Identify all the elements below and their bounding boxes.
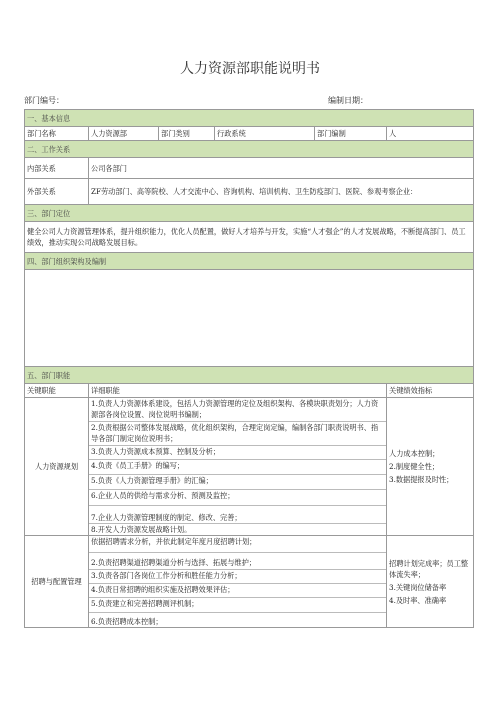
detail-item: 8.开发人力资源发展战略计划。 [91,525,192,534]
detail-item: 3.负责各部门各岗位工作分析和胜任能力分析； [89,570,386,584]
internal-relation-label: 内部关系 [25,158,89,179]
functions-header-row [25,384,474,398]
positioning-row [25,222,474,253]
section-title: 一、基本信息 [25,110,474,127]
detail-item: 5.负责建立和完善招聘测评机制； [89,598,386,613]
kpi-item: 3.数据提报及时性； [389,475,454,484]
key-function-recruitment: 招聘与配置管理 [25,536,89,628]
detail-item: 4.负责日常招聘的组织实施及招聘效果评估； [89,584,386,598]
kpi-item: 人力成本控制； [389,449,440,458]
detail-list-planning [89,398,387,536]
external-relation-value: ZF劳动部门、高等院校、人才交流中心、咨询机构、培训机构、卫生防疫部门、医院、参观考察企业： [89,179,474,205]
detail-list-recruitment [89,536,387,628]
org-structure-blank [25,270,474,367]
detail-item: 6.负责招聘成本控制； [91,617,163,626]
kpi-list-recruitment [387,536,474,628]
section-relations [25,141,474,158]
detail-item: 依据招聘需求分析，并依此制定年度月度招聘计划； [89,536,386,553]
kpi-item: 4.及时率、准确率 [389,595,447,605]
dept-number-label: 部门编号： [24,96,64,105]
section-title: 二、工作关系 [25,141,474,158]
detail-item: 1.负责人力资源体系建设，包括人力资源管理的定位及组织架构、各模块职责划分；人力资源部各岗位设置、岗位说明书编制； [89,398,386,422]
basic-info-row [25,127,474,141]
external-relation-row [25,179,474,205]
dept-type-label: 部门类别 [159,127,215,141]
function-group-recruitment [25,536,474,628]
detail-item: 4.负责《员工手册》的编写； [89,460,386,475]
kpi-item: 2.制度健全性； [389,462,439,471]
external-relation-label: 外部关系 [25,179,89,205]
key-function-planning: 人力资源规划 [25,398,89,536]
detail-item: 2.负责招聘渠道招聘渠道分析与选择、拓展与维护； [89,553,386,570]
kpi-list-planning [387,398,474,536]
dept-staff-value: 人 [387,127,474,141]
kpi-header: 关键绩效指标 [387,384,474,398]
positioning-text: 健全公司人力资源管理体系，提升组织能力，优化人员配置，做好人才培养与开发，实施“人才强企”的人才发展战略，不断提高部门、员工绩效，推动实现公司战略发展目标。 [25,222,474,253]
detail-item: 5.负责《人力资源管理手册》的汇编； [89,475,386,490]
key-function-header: 关键职能 [25,384,89,398]
dept-type-value: 行政系统 [215,127,315,141]
compile-date-label: 编制日期： [328,96,368,105]
dept-name-label: 部门名称 [25,127,89,141]
function-group-planning [25,398,474,536]
detail-item: 7.企业人力资源管理制度的制定、修改、完善； [89,506,386,524]
detail-item: 2.负责根据公司整体发展战略，优化组织架构，合理定岗定编，编制各部门职责说明书、指导各部门制定岗位说明书； [89,422,386,446]
kpi-item: 3.关键岗位储备率 [389,582,447,592]
internal-relation-value: 公司各部门 [89,158,474,179]
dept-name-value: 人力资源部 [89,127,159,141]
section-title: 四、部门组织架构及编制 [25,253,474,270]
page-title: 人力资源部职能说明书 [180,61,320,77]
internal-relation-row [25,158,474,179]
section-title: 三、部门定位 [25,205,474,222]
detail-item: 6.企业人员的供给与需求分析、预测及监控； [89,490,386,506]
section-title: 五、部门职能 [25,367,474,384]
dept-staff-label: 部门编制 [315,127,387,141]
detail-item: 3.负责人力资源成本预算、控制及分析； [89,446,386,460]
kpi-item: 招聘计划完成率；员工整体流失率； [389,558,469,579]
job-description-table [24,109,474,628]
section-positioning [25,205,474,222]
section-functions [25,367,474,384]
section-org-structure [25,253,474,270]
section-basic-info [25,110,474,127]
detail-function-header: 详细职能 [89,384,387,398]
